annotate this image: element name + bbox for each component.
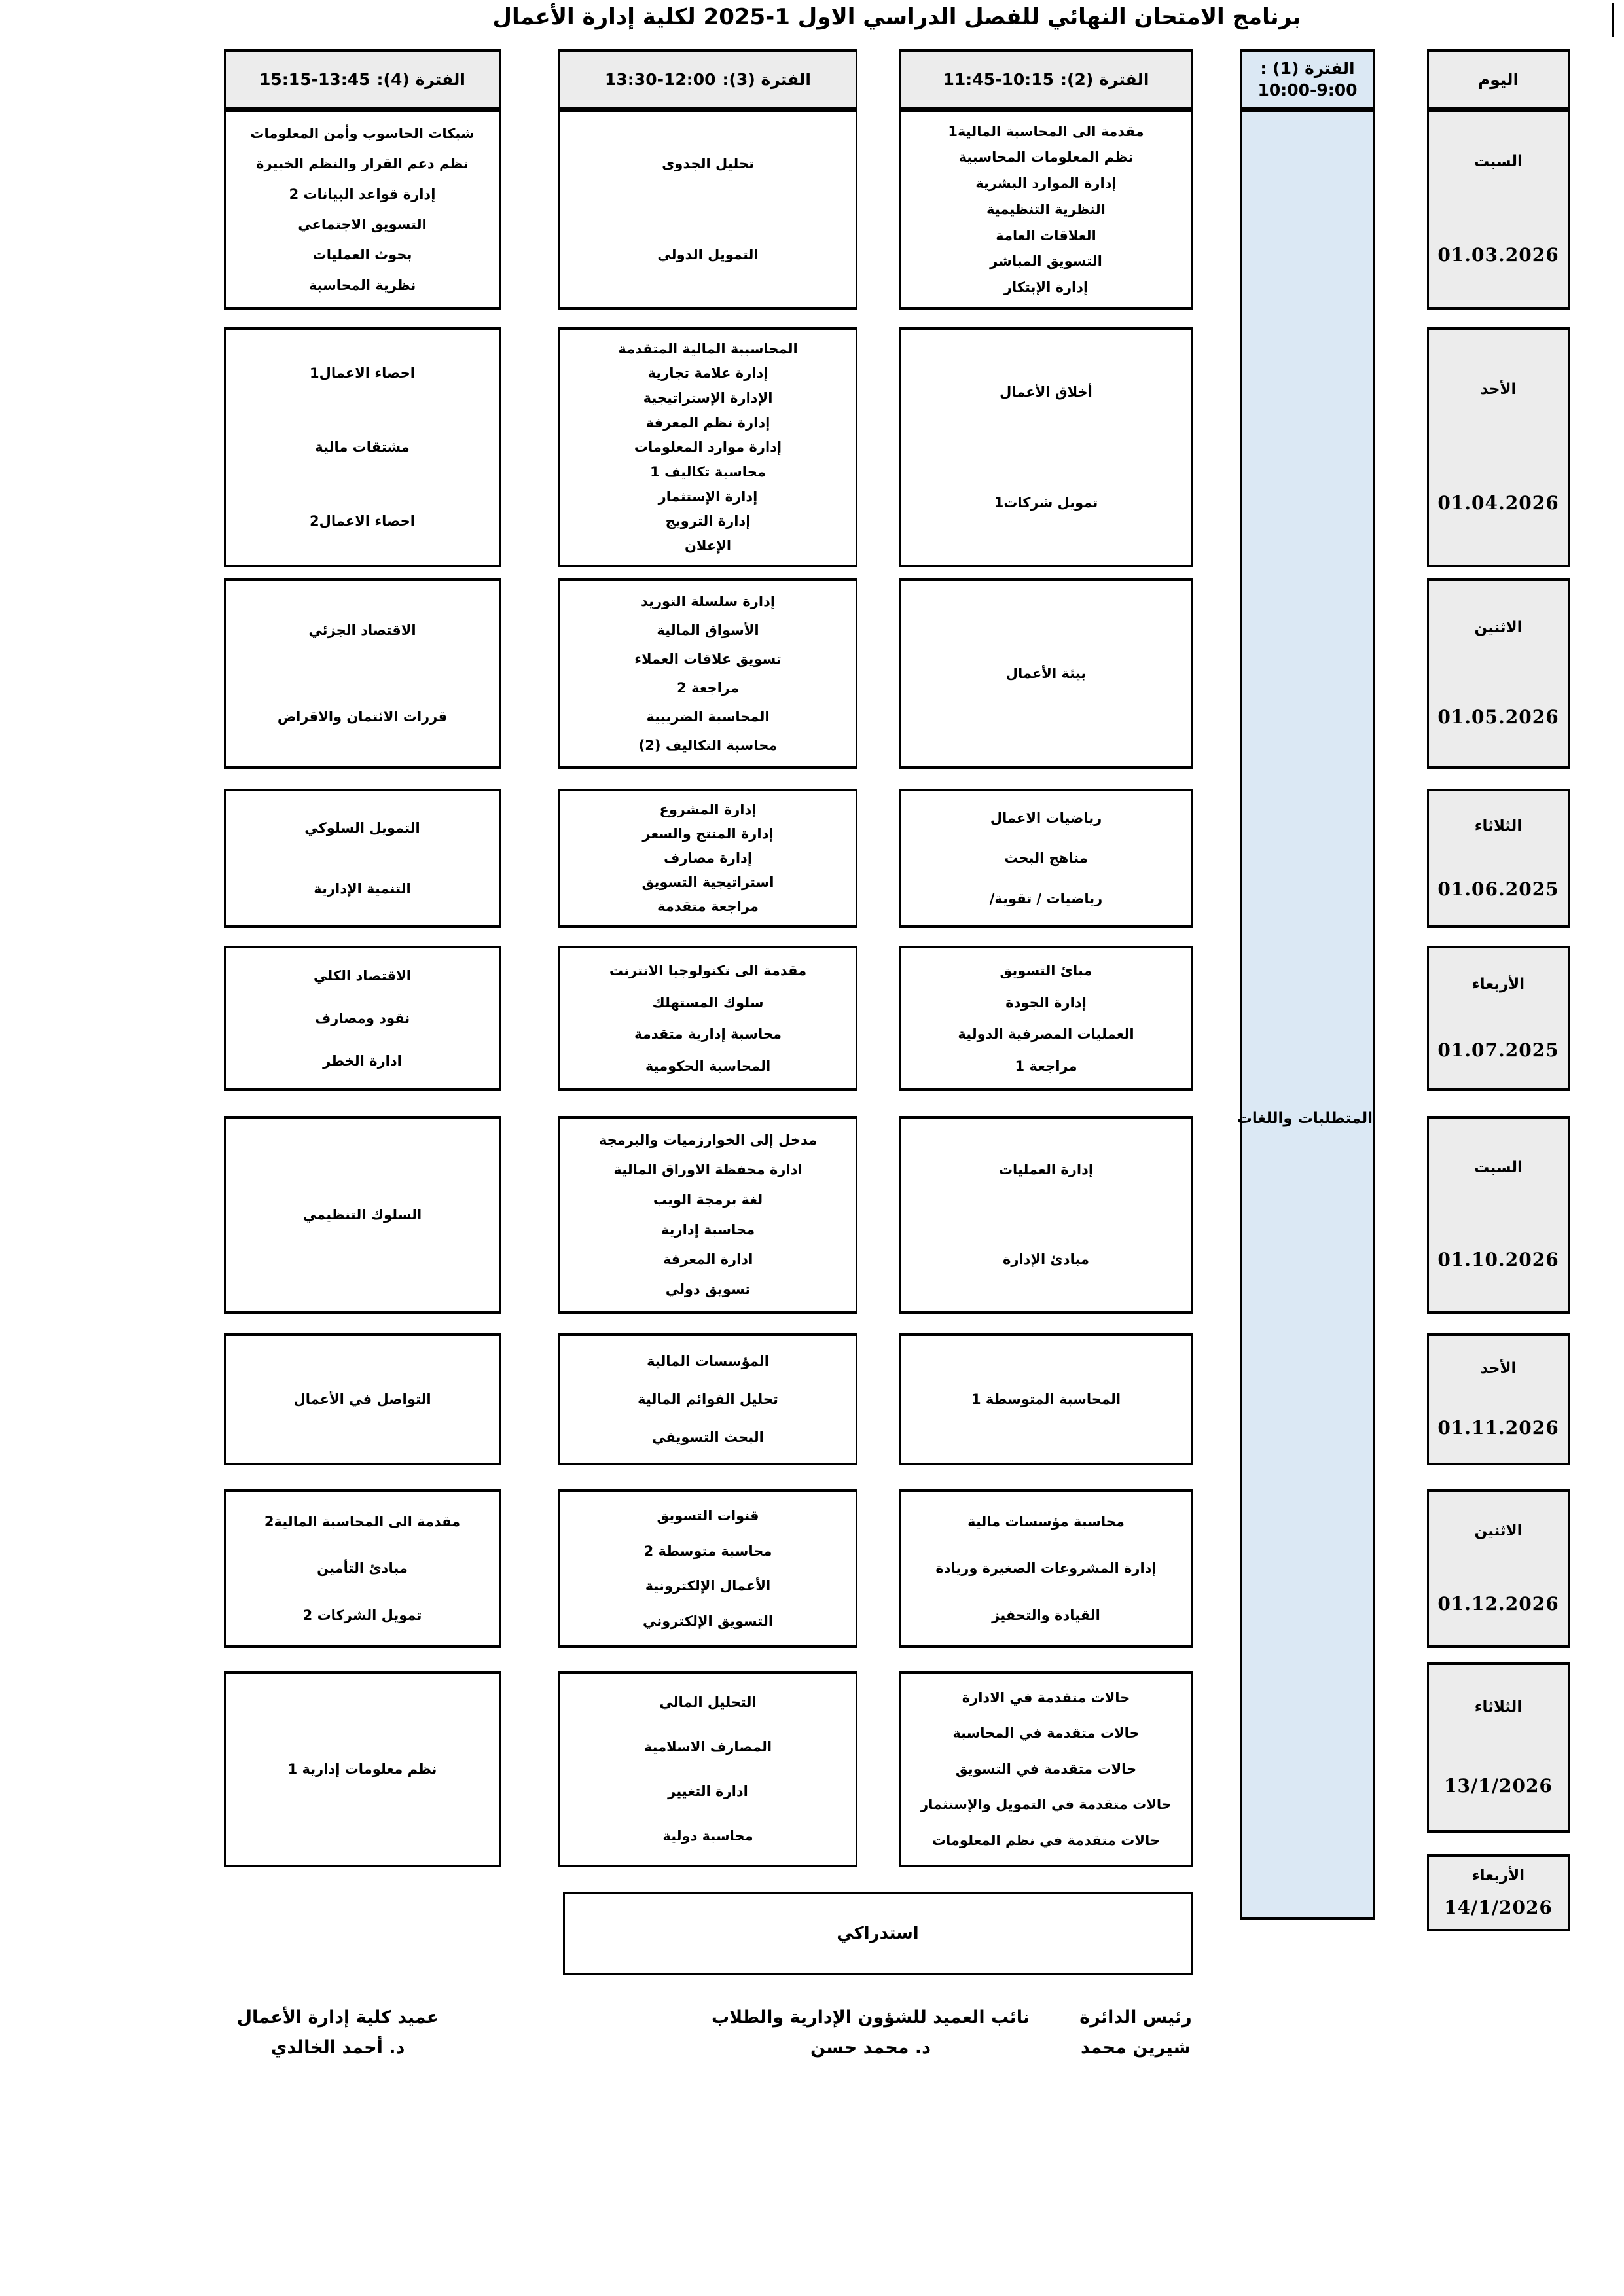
- header-period-1: [1240, 49, 1375, 109]
- course-item: تسويق علاقات العملاء: [634, 651, 782, 667]
- signature-title: رئيس الدائرة: [1079, 2007, 1192, 2028]
- course-item: المحاسبة المتوسطة 1: [971, 1391, 1121, 1407]
- exam-cell-r5-p4: [224, 946, 501, 1091]
- course-item: إدارة المشروع: [659, 802, 757, 818]
- course-item: التواصل في الأعمال: [293, 1391, 431, 1407]
- course-item: تحليل القوائم المالية: [638, 1391, 778, 1407]
- course-item: إدارة المشروعات الصغيرة وريادة: [935, 1560, 1157, 1577]
- course-item: الإعلان: [684, 537, 732, 554]
- period-2-label: الفترة (2):: [1060, 69, 1149, 89]
- course-item: ادارة محفظة الاوراق المالية: [613, 1162, 803, 1178]
- course-item: أخلاق الأعمال: [1000, 384, 1092, 400]
- course-item: تحليل الجدوى: [662, 156, 754, 172]
- course-item: القيادة والتحفيز: [992, 1607, 1100, 1624]
- course-item: ادارة الخطر: [323, 1052, 402, 1069]
- course-item: حالات متقدمة في التسويق: [955, 1761, 1137, 1777]
- course-item: رياضيات الاعمال: [990, 810, 1102, 826]
- day-date: 01.03.2026: [1437, 244, 1559, 266]
- course-item: مراجعة 2: [677, 679, 739, 696]
- exam-cell-r4-p4: [224, 789, 501, 928]
- course-item: التحليل المالي: [659, 1694, 757, 1710]
- exam-cell-r3-p2: [899, 578, 1193, 769]
- period-1-label: الفترة (1) :: [1260, 58, 1355, 78]
- course-item: مبادئ الإدارة: [1002, 1251, 1090, 1268]
- exam-cell-r5-p2: [899, 946, 1193, 1091]
- day-date: 01.05.2026: [1437, 706, 1559, 728]
- course-item: التسويق الإلكتروني: [642, 1613, 774, 1629]
- exam-cell-r9-p2: [899, 1671, 1193, 1867]
- makeup-exams-label: استدراكي: [837, 1924, 919, 1943]
- course-item: إدارة علامة تجارية: [647, 365, 768, 382]
- course-item: مبادئ التأمين: [317, 1560, 408, 1577]
- exam-cell-r3-p3: [558, 578, 857, 769]
- exam-cell-r9-p4: [224, 1671, 501, 1867]
- course-item: إدارة نظم المعرفة: [645, 414, 770, 431]
- day-cell-wed-0107: [1427, 946, 1570, 1091]
- course-item: محاسبة مؤسسات مالية: [967, 1513, 1125, 1530]
- course-item: التنمية الإدارية: [314, 880, 411, 897]
- course-item: المصارف الاسلامية: [643, 1738, 772, 1755]
- course-item: السلوك التنظيمي: [302, 1206, 422, 1223]
- day-date: 01.07.2025: [1437, 1039, 1559, 1062]
- period-3-label: الفترة (3):: [722, 69, 811, 89]
- course-item: المحاسبة الضريبية: [646, 708, 770, 725]
- page-edge-artifact: [1612, 3, 1614, 37]
- course-item: احصاء الاعمال2: [310, 513, 415, 529]
- course-item: مدخل إلى الخوارزميات والبرمجة: [598, 1132, 818, 1148]
- course-item: إدارة الإبتكار: [1003, 279, 1089, 295]
- day-cell-mon-0112: [1427, 1489, 1570, 1648]
- day-name: الأحد: [1480, 381, 1517, 398]
- course-item: العمليات المصرفية الدولية: [958, 1026, 1134, 1043]
- exam-cell-r8-p4: [224, 1489, 501, 1648]
- exam-cell-r1-p2: [899, 109, 1193, 310]
- header-period-2: [899, 49, 1193, 109]
- exam-cell-r2-p2: [899, 327, 1193, 567]
- exam-cell-r4-p2: [899, 789, 1193, 928]
- course-item: سلوك المستهلك: [652, 994, 764, 1011]
- course-item: بحوث العمليات: [312, 247, 412, 263]
- period-1-requirements-column: [1236, 109, 1375, 1920]
- course-item: التسويق الاجتماعي: [298, 217, 427, 233]
- day-date: 01.12.2026: [1437, 1593, 1559, 1615]
- page-title-semester-number: 2025-1: [703, 4, 790, 30]
- course-item: شبكات الحاسوب وأمن المعلومات: [250, 126, 475, 142]
- day-name: الأربعاء: [1471, 1867, 1525, 1884]
- exam-cell-r8-p2: [899, 1489, 1193, 1648]
- course-item: محاسبة التكاليف (2): [638, 737, 778, 753]
- day-name: الأحد: [1480, 1359, 1517, 1377]
- header-day-label: اليوم: [1477, 69, 1519, 89]
- period-3-time: 13:30-12:00: [605, 69, 716, 89]
- day-cell-tue-1301: [1427, 1662, 1570, 1833]
- course-item: إدارة الموارد البشرية: [975, 175, 1117, 192]
- course-item: إدارة الإستثمار: [658, 488, 758, 505]
- day-date: 01.11.2026: [1437, 1417, 1559, 1439]
- course-item: التمويل السلوكي: [304, 820, 420, 836]
- course-item: إدارة قواعد البيانات 2: [289, 186, 436, 202]
- course-item: الأسواق المالية: [657, 622, 759, 638]
- course-item: نقود ومصارف: [314, 1010, 410, 1026]
- exam-cell-r4-p3: [558, 789, 857, 928]
- signature-name: شيرين محمد: [1080, 2037, 1191, 2058]
- period-1-time: 10:00-9:00: [1257, 81, 1358, 99]
- course-item: نظم دعم القرار والنظم الخبيرة: [256, 156, 469, 172]
- exam-cell-r6-p2: [899, 1116, 1193, 1314]
- course-item: بيئة الأعمال: [1005, 665, 1087, 681]
- course-item: محاسبة دولية: [662, 1827, 753, 1844]
- period-4-time: 15:15-13:45: [259, 69, 370, 89]
- course-item: التسويق المباشر: [990, 253, 1102, 270]
- course-item: مبائ التسويق: [1000, 963, 1092, 979]
- course-item: مراجعة 1: [1015, 1058, 1077, 1074]
- requirements-languages-label: المتطلبات واللغات: [1236, 1110, 1373, 1127]
- course-item: محاسبة إدارية: [660, 1221, 755, 1238]
- course-item: لغة برمجة الويب: [653, 1192, 763, 1208]
- exam-cell-r7-p4: [224, 1333, 501, 1465]
- period-2-time: 11:45-10:15: [943, 69, 1055, 89]
- header-period-3: [558, 49, 857, 109]
- exam-cell-r8-p3: [558, 1489, 857, 1648]
- course-item: إدارة العمليات: [998, 1162, 1094, 1178]
- exam-cell-r2-p4: [224, 327, 501, 567]
- makeup-exams-cell: [563, 1892, 1193, 1975]
- course-item: المحاسبة الحكومية: [645, 1058, 771, 1074]
- day-name: السبت: [1474, 152, 1523, 170]
- exam-cell-r6-p3: [558, 1116, 857, 1314]
- day-cell-sun-0111: [1427, 1333, 1570, 1465]
- signature-name: د. محمد حسن: [810, 2037, 931, 2058]
- course-item: المحاسببة المالية المتقدمة: [618, 340, 798, 357]
- day-date: 13/1/2026: [1444, 1774, 1553, 1797]
- course-item: نظرية المحاسبة: [308, 277, 416, 293]
- course-item: ادارة التغيير: [668, 1783, 748, 1799]
- course-item: مناهج البحث: [1004, 850, 1088, 867]
- page-title-text: برنامج الامتحان النهائي للفصل الدراسي الاول: [797, 4, 1301, 30]
- course-item: مقدمة الى المحاسبة المالية2: [264, 1513, 461, 1530]
- course-item: النظرية التنظيمية: [986, 201, 1106, 217]
- course-item: تمويل الشركات 2: [302, 1607, 422, 1624]
- day-cell-sat-0110: [1427, 1116, 1570, 1314]
- course-item: البحث التسويقي: [652, 1429, 764, 1445]
- course-item: التمويل الدولي: [657, 247, 759, 263]
- day-cell-sun-0104: [1427, 327, 1570, 567]
- course-item: إدارة الترويج: [665, 513, 751, 529]
- day-date: 01.06.2025: [1437, 878, 1559, 900]
- course-item: إدارة المنتج والسعر: [642, 826, 774, 842]
- day-date: 01.10.2026: [1437, 1249, 1559, 1271]
- signature-name: د. أحمد الخالدي: [270, 2037, 405, 2058]
- exam-cell-r2-p3: [558, 327, 857, 567]
- signature-vice-dean: [674, 2003, 1067, 2063]
- course-item: مشتقات مالية: [315, 439, 410, 456]
- course-item: حالات متقدمة في التمويل والإستثمار: [920, 1797, 1172, 1813]
- course-item: رياضيات / تقوية/: [989, 891, 1103, 907]
- day-cell-wed-1401: [1427, 1854, 1570, 1931]
- course-item: نظم معلومات إدارية 1: [287, 1761, 437, 1777]
- header-day-column: [1427, 49, 1570, 109]
- course-item: قررات الائتمان والاقراض: [277, 708, 448, 725]
- course-item: إدارة موارد المعلومات: [634, 439, 782, 456]
- course-item: إدارة الجودة: [1005, 994, 1087, 1011]
- day-cell-tue-0106: [1427, 789, 1570, 928]
- course-item: محاسبة متوسطة 2: [643, 1543, 772, 1559]
- day-date: 14/1/2026: [1444, 1897, 1553, 1919]
- course-item: نظم المعلومات المحاسبية: [958, 149, 1134, 166]
- course-item: مراجعة متقدمة: [657, 899, 759, 915]
- day-name: الاثنين: [1474, 619, 1523, 637]
- course-item: حالات متقدمة في المحاسبة: [952, 1725, 1140, 1742]
- exam-cell-r3-p4: [224, 578, 501, 769]
- course-item: مقدمة الى المحاسبة المالية1: [948, 123, 1144, 139]
- course-item: العلاقات العامة: [996, 227, 1096, 243]
- course-item: إدارة مصارف: [663, 850, 753, 867]
- signature-dean: [207, 2003, 469, 2063]
- day-name: السبت: [1474, 1158, 1523, 1176]
- course-item: ادارة المعرفة: [662, 1251, 753, 1268]
- course-item: إدارة سلسلة التوريد: [640, 593, 776, 609]
- course-item: محاسبة إدارية متقدمة: [634, 1026, 782, 1043]
- header-period-4: [224, 49, 501, 109]
- course-item: تمويل شركات1: [994, 495, 1098, 511]
- exam-cell-r1-p3: [558, 109, 857, 310]
- day-date: 01.04.2026: [1437, 492, 1559, 514]
- course-item: تسويق دولي: [665, 1281, 751, 1297]
- day-cell-mon-0105: [1427, 578, 1570, 769]
- period-4-label: الفترة (4):: [376, 69, 465, 89]
- course-item: الإدارة الإستراتيجية: [643, 390, 773, 406]
- course-item: الأعمال الإلكترونية: [645, 1578, 771, 1594]
- course-item: الاقتصاد الكلي: [314, 968, 411, 984]
- course-item: استراتيجية التسويق: [641, 874, 774, 891]
- exam-cell-r7-p3: [558, 1333, 857, 1465]
- page-title: [223, 4, 1571, 30]
- exam-cell-r1-p4: [224, 109, 501, 310]
- course-item: محاسبة تكاليف 1: [650, 463, 766, 480]
- course-item: مقدمة الى تكنولوجيا الانترنت: [609, 963, 807, 979]
- course-item: قنوات التسويق: [657, 1507, 759, 1524]
- day-cell-sat-0103: [1427, 109, 1570, 310]
- course-item: حالات متقدمة في الادارة: [962, 1690, 1130, 1706]
- course-item: الاقتصاد الجزئي: [308, 622, 416, 638]
- course-item: احصاء الاعمال1: [310, 365, 415, 382]
- exam-cell-r5-p3: [558, 946, 857, 1091]
- course-item: حالات متقدمة في نظم المعلومات: [931, 1832, 1161, 1848]
- day-name: الأربعاء: [1471, 975, 1525, 993]
- course-item: المؤسسات المالية: [647, 1353, 769, 1369]
- day-name: الثلاثاء: [1474, 1698, 1523, 1716]
- day-name: الثلاثاء: [1474, 817, 1523, 834]
- signature-title: نائب العميد للشؤون الإدارية والطلاب: [712, 2007, 1030, 2028]
- signature-title: عميد كلية إدارة الأعمال: [236, 2007, 439, 2028]
- exam-cell-r9-p3: [558, 1671, 857, 1867]
- exam-cell-r7-p2: [899, 1333, 1193, 1465]
- day-name: الاثنين: [1474, 1522, 1523, 1539]
- page-title-college: لكلية إدارة الأعمال: [492, 4, 696, 30]
- exam-cell-r6-p4: [224, 1116, 501, 1314]
